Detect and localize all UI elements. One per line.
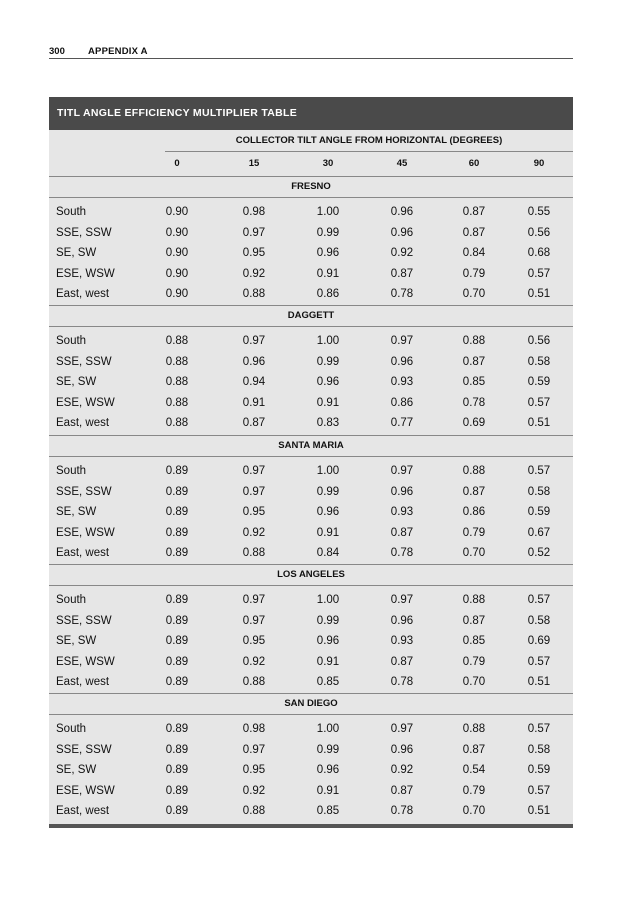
table-cell: 0.96 — [390, 743, 414, 756]
table-cell: 1.00 — [316, 206, 340, 218]
table-cell: 0.95 — [242, 506, 266, 518]
table-cell: 0.85 — [462, 376, 486, 388]
table-cell: 0.91 — [316, 267, 340, 280]
orientation-label: ESE, WSW — [56, 655, 115, 668]
table-row — [49, 482, 573, 503]
angle-header: 0 — [174, 158, 180, 169]
table-row — [49, 611, 573, 632]
table-cell: 0.99 — [316, 743, 340, 756]
table-cell: 0.97 — [390, 465, 414, 477]
table-cell: 0.87 — [462, 743, 486, 756]
table-cell: 0.92 — [242, 267, 266, 280]
angle-header: 90 — [533, 158, 545, 169]
table-cell: 0.99 — [316, 226, 340, 239]
table-cell: 0.67 — [527, 526, 551, 539]
table-cell: 0.87 — [390, 784, 414, 797]
table-cell: 0.57 — [527, 465, 551, 477]
table-cell: 0.96 — [316, 376, 340, 388]
table-cell: 0.86 — [462, 506, 486, 518]
table-cell: 0.88 — [242, 805, 266, 817]
table-title: TITL ANGLE EFFICIENCY MULTIPLIER TABLE — [49, 97, 573, 130]
table-cell: 0.89 — [165, 614, 189, 627]
table-cell: 0.51 — [527, 676, 551, 688]
orientation-label: ESE, WSW — [56, 396, 115, 409]
table-cell: 0.58 — [527, 355, 551, 368]
table-cell: 0.55 — [527, 206, 551, 218]
table-cell: 0.93 — [390, 635, 414, 647]
table-row — [49, 543, 573, 564]
page-number: 300 — [49, 46, 65, 57]
table-cell: 0.58 — [527, 743, 551, 756]
table-cell: 0.96 — [390, 614, 414, 627]
table-cell: 0.88 — [165, 396, 189, 409]
table-cell: 0.87 — [462, 355, 486, 368]
table-row — [49, 652, 573, 673]
table-cell: 0.87 — [462, 614, 486, 627]
table-cell: 0.87 — [462, 226, 486, 239]
table-cell: 0.90 — [165, 247, 189, 259]
table-cell: 0.96 — [390, 355, 414, 368]
table-cell: 0.96 — [242, 355, 266, 368]
table-cell: 0.78 — [390, 288, 414, 300]
orientation-label: East, west — [56, 805, 110, 817]
table-cell: 0.59 — [527, 376, 551, 388]
table-cell: 0.58 — [527, 614, 551, 627]
city-header: SAN DIEGO — [49, 693, 573, 715]
table-cell: 0.69 — [527, 635, 551, 647]
table-cell: 0.56 — [527, 335, 551, 347]
table-cell: 0.89 — [165, 805, 189, 817]
table-cell: 0.88 — [242, 288, 266, 300]
table-cell: 0.92 — [242, 655, 266, 668]
table-row — [49, 672, 573, 693]
table-cell: 0.97 — [242, 335, 266, 347]
table-row — [49, 202, 573, 223]
orientation-label: South — [56, 335, 87, 347]
table-cell: 0.87 — [390, 267, 414, 280]
table-cell: 0.86 — [316, 288, 340, 300]
table-cell: 0.84 — [462, 247, 486, 259]
table-cell: 0.89 — [165, 723, 189, 735]
table-row — [49, 502, 573, 523]
table-cell: 1.00 — [316, 465, 340, 477]
table-cell: 0.58 — [527, 485, 551, 498]
table-cell: 0.96 — [390, 485, 414, 498]
table-cell: 1.00 — [316, 594, 340, 606]
angle-header: 30 — [322, 158, 334, 169]
table-cell: 0.91 — [316, 526, 340, 539]
running-head — [49, 46, 573, 59]
table-cell: 0.93 — [390, 376, 414, 388]
table-cell: 0.97 — [242, 594, 266, 606]
table-row — [49, 393, 573, 414]
table-cell: 0.88 — [462, 465, 486, 477]
table-cell: 0.89 — [165, 784, 189, 797]
orientation-label: SE, SW — [56, 506, 97, 518]
table-cell: 0.51 — [527, 417, 551, 429]
table-cell: 0.88 — [165, 376, 189, 388]
table-cell: 0.92 — [242, 784, 266, 797]
table-cell: 0.57 — [527, 267, 551, 280]
table-cell: 0.89 — [165, 547, 189, 559]
orientation-label: SSE, SSW — [56, 743, 112, 756]
table-cell: 0.59 — [527, 764, 551, 776]
table-cell: 0.96 — [390, 226, 414, 239]
table-cell: 0.93 — [390, 506, 414, 518]
orientation-label: East, west — [56, 417, 110, 429]
orientation-label: South — [56, 723, 87, 735]
table-cell: 0.97 — [242, 743, 266, 756]
table-cell: 0.70 — [462, 547, 486, 559]
table-cell: 0.57 — [527, 784, 551, 797]
table-cell: 0.88 — [165, 335, 189, 347]
orientation-label: South — [56, 206, 87, 218]
table-cell: 0.69 — [462, 417, 486, 429]
table-cell: 0.70 — [462, 288, 486, 300]
orientation-label: ESE, WSW — [56, 784, 115, 797]
table-cell: 0.91 — [316, 655, 340, 668]
table-cell: 0.51 — [527, 805, 551, 817]
table-cell: 0.51 — [527, 288, 551, 300]
table-row — [49, 719, 573, 740]
table-cell: 0.89 — [165, 655, 189, 668]
table-cell: 0.79 — [462, 267, 486, 280]
angle-header-row — [49, 152, 573, 177]
table-cell: 0.89 — [165, 764, 189, 776]
table-cell: 0.87 — [242, 417, 266, 429]
table-row — [49, 372, 573, 393]
table-row — [49, 523, 573, 544]
table-cell: 0.85 — [316, 805, 340, 817]
table-cell: 0.94 — [242, 376, 266, 388]
table-cell: 0.97 — [390, 594, 414, 606]
table-cell: 0.90 — [165, 288, 189, 300]
table-cell: 0.88 — [242, 547, 266, 559]
table-cell: 0.78 — [390, 805, 414, 817]
orientation-label: SSE, SSW — [56, 355, 112, 368]
table-row — [49, 631, 573, 652]
table-cell: 0.78 — [462, 396, 486, 409]
table-cell: 0.97 — [242, 614, 266, 627]
table-cell: 0.86 — [390, 396, 414, 409]
table-cell: 0.98 — [242, 206, 266, 218]
table-cell: 0.57 — [527, 396, 551, 409]
table-cell: 0.52 — [527, 547, 551, 559]
orientation-label: East, west — [56, 288, 110, 300]
column-group-header: COLLECTOR TILT ANGLE FROM HORIZONTAL (DEGREES) — [165, 131, 573, 152]
table-cell: 0.89 — [165, 506, 189, 518]
table-cell: 0.92 — [390, 247, 414, 259]
orientation-label: ESE, WSW — [56, 267, 115, 280]
table-cell: 0.99 — [316, 485, 340, 498]
table-cell: 0.85 — [462, 635, 486, 647]
efficiency-table — [49, 97, 573, 828]
table-cell: 0.88 — [462, 335, 486, 347]
orientation-label: South — [56, 594, 87, 606]
city-header: LOS ANGELES — [49, 564, 573, 586]
table-cell: 0.91 — [242, 396, 266, 409]
table-cell: 0.77 — [390, 417, 414, 429]
table-cell: 0.90 — [165, 267, 189, 280]
table-cell: 0.96 — [316, 635, 340, 647]
table-cell: 0.96 — [316, 247, 340, 259]
orientation-label: SE, SW — [56, 247, 97, 259]
table-cell: 0.89 — [165, 465, 189, 477]
table-cell: 0.54 — [462, 764, 486, 776]
table-cell: 0.90 — [165, 206, 189, 218]
table-cell: 0.57 — [527, 594, 551, 606]
city-header: FRESNO — [49, 176, 573, 198]
table-cell: 0.95 — [242, 635, 266, 647]
table-cell: 0.83 — [316, 417, 340, 429]
table-cell: 0.78 — [390, 676, 414, 688]
table-cell: 0.88 — [462, 594, 486, 606]
table-cell: 0.85 — [316, 676, 340, 688]
orientation-label: South — [56, 465, 87, 477]
angle-header: 45 — [396, 158, 408, 169]
city-header: DAGGETT — [49, 305, 573, 327]
table-cell: 0.97 — [390, 335, 414, 347]
table-cell: 0.97 — [242, 465, 266, 477]
table-cell: 0.89 — [165, 594, 189, 606]
table-cell: 0.90 — [165, 226, 189, 239]
table-cell: 0.68 — [527, 247, 551, 259]
table-row — [49, 331, 573, 352]
table-cell: 0.99 — [316, 355, 340, 368]
table-cell: 1.00 — [316, 723, 340, 735]
table-cell: 0.97 — [242, 485, 266, 498]
section-title: APPENDIX A — [88, 46, 148, 57]
orientation-label: SSE, SSW — [56, 614, 112, 627]
table-cell: 0.91 — [316, 784, 340, 797]
table-cell: 0.87 — [390, 655, 414, 668]
table-cell: 0.89 — [165, 526, 189, 539]
table-cell: 0.96 — [316, 764, 340, 776]
table-cell: 0.56 — [527, 226, 551, 239]
table-row — [49, 284, 573, 305]
table-cell: 0.87 — [390, 526, 414, 539]
angle-header: 15 — [248, 158, 260, 169]
table-cell: 0.57 — [527, 723, 551, 735]
table-cell: 0.87 — [462, 206, 486, 218]
table-row — [49, 801, 573, 822]
table-cell: 0.84 — [316, 547, 340, 559]
orientation-label: East, west — [56, 676, 110, 688]
table-cell: 0.70 — [462, 676, 486, 688]
orientation-label: ESE, WSW — [56, 526, 115, 539]
table-row — [49, 352, 573, 373]
table-cell: 0.91 — [316, 396, 340, 409]
table-row — [49, 264, 573, 285]
table-row — [49, 590, 573, 611]
orientation-label: SE, SW — [56, 376, 97, 388]
table-cell: 0.99 — [316, 614, 340, 627]
table-cell: 0.98 — [242, 723, 266, 735]
table-cell: 0.95 — [242, 247, 266, 259]
table-cell: 0.57 — [527, 655, 551, 668]
orientation-label: SSE, SSW — [56, 485, 112, 498]
table-cell: 0.89 — [165, 676, 189, 688]
table-cell: 0.88 — [165, 355, 189, 368]
table-row — [49, 223, 573, 244]
table-cell: 0.97 — [390, 723, 414, 735]
table-cell: 0.89 — [165, 743, 189, 756]
table-cell: 0.89 — [165, 635, 189, 647]
table-cell: 0.96 — [316, 506, 340, 518]
table-row — [49, 243, 573, 264]
table-row — [49, 413, 573, 434]
orientation-label: East, west — [56, 547, 110, 559]
table-row — [49, 740, 573, 761]
table-cell: 0.88 — [242, 676, 266, 688]
table-cell: 0.88 — [462, 723, 486, 735]
table-cell: 0.96 — [390, 206, 414, 218]
angle-header: 60 — [468, 158, 480, 169]
orientation-label: SE, SW — [56, 635, 97, 647]
table-cell: 0.97 — [242, 226, 266, 239]
table-cell: 1.00 — [316, 335, 340, 347]
table-cell: 0.87 — [462, 485, 486, 498]
table-cell: 0.92 — [390, 764, 414, 776]
table-cell: 0.78 — [390, 547, 414, 559]
table-row — [49, 781, 573, 802]
city-header: SANTA MARIA — [49, 435, 573, 457]
table-cell: 0.70 — [462, 805, 486, 817]
table-cell: 0.92 — [242, 526, 266, 539]
table-cell: 0.95 — [242, 764, 266, 776]
table-cell: 0.59 — [527, 506, 551, 518]
table-cell: 0.88 — [165, 417, 189, 429]
table-row — [49, 760, 573, 781]
table-cell: 0.79 — [462, 784, 486, 797]
table-cell: 0.79 — [462, 526, 486, 539]
table-cell: 0.89 — [165, 485, 189, 498]
orientation-label: SE, SW — [56, 764, 97, 776]
table-row — [49, 461, 573, 482]
orientation-label: SSE, SSW — [56, 226, 112, 239]
table-cell: 0.79 — [462, 655, 486, 668]
